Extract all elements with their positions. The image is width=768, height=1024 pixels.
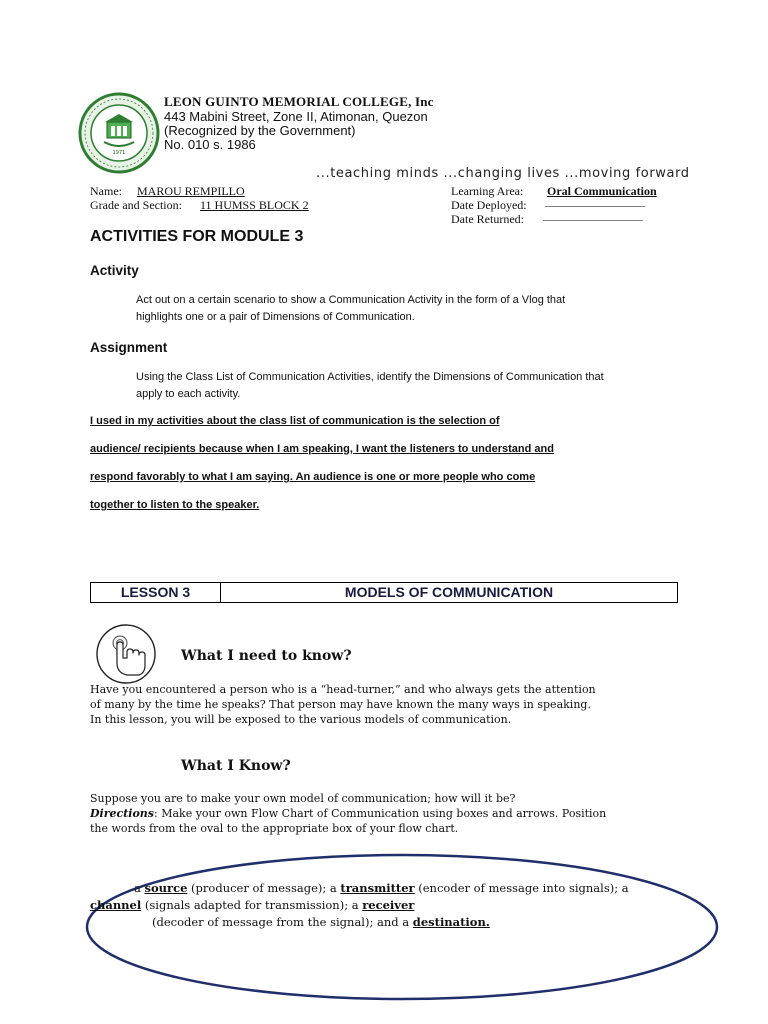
keyword-receiver: receiver (362, 898, 415, 912)
college-seal-logo (78, 92, 160, 174)
keyword-channel: channel (90, 898, 142, 912)
directions-line (90, 806, 606, 821)
date-deployed-value: ____________________ (545, 197, 645, 208)
name-value: MAROU REMPILLO (137, 184, 245, 198)
what-i-know-heading: What I Know? (181, 758, 291, 774)
keyword-source: source (144, 881, 188, 895)
paragraph-line: In this lesson, you will be exposed to the various models of communication. (90, 713, 512, 726)
directions-label: Directions (90, 807, 154, 820)
activity-line: highlights one or a pair of Dimensions of Communication. (136, 311, 415, 323)
paragraph-line: the words from the oval to the appropriate box of your flow chart. (90, 822, 459, 835)
module-title: ACTIVITIES FOR MODULE 3 (90, 228, 304, 245)
assignment-heading: Assignment (90, 340, 168, 355)
oval-text-part: (producer of message); a (187, 881, 341, 895)
paragraph-line: of many by the time he speaks? That person may have known the many ways in speaking. (90, 698, 591, 711)
answer-line: together to listen to the speaker. (90, 499, 260, 511)
oval-text-part: (decoder of message from the signal); and a (152, 915, 413, 929)
grade-value: 11 HUMSS BLOCK 2 (200, 198, 309, 212)
answer-line: I used in my activities about the class list of communication is the selection of (90, 415, 500, 427)
address-line: 443 Mabini Street, Zone II, Atimonan, Quezon (164, 109, 428, 124)
college-motto: ...teaching minds ...changing lives ...moving forward (316, 166, 690, 181)
answer-line: audience/ recipients because when I am speaking, I want the listeners to understand and (90, 443, 554, 455)
oval-text-part: (encoder of message into signals); a (414, 881, 629, 895)
directions-text: : Make your own Flow Chart of Communication using boxes and arrows. Position (154, 807, 607, 820)
date-deployed-label: Date Deployed: (451, 198, 527, 212)
paragraph-line: Have you encountered a person who is a “head-turner,” and who always gets the attention (90, 683, 596, 696)
activity-heading: Activity (90, 263, 139, 278)
touch-hand-icon (95, 623, 157, 685)
svg-text:1971: 1971 (112, 150, 126, 156)
activity-line: Act out on a certain scenario to show a Communication Activity in the form of a Vlog that (136, 294, 566, 306)
word-bank-text (90, 880, 690, 931)
lesson-header-table (90, 582, 678, 603)
assignment-line: Using the Class List of Communication Activities, identify the Dimensions of Communication that (136, 371, 604, 383)
date-returned-value: ____________________ (543, 211, 643, 222)
paragraph-line: Suppose you are to make your own model of communication; how will it be? (90, 792, 516, 805)
learning-area-value: Oral Communication (547, 184, 657, 198)
assignment-line: apply to each activity. (136, 388, 241, 400)
lesson-number: LESSON 3 (91, 583, 221, 602)
college-name: LEON GUINTO MEMORIAL COLLEGE, Inc (164, 94, 434, 109)
keyword-destination: destination. (412, 915, 490, 929)
oval-text-part: (signals adapted for transmission); a (141, 898, 363, 912)
oval-text-part: a (134, 881, 145, 895)
grade-label: Grade and Section: (90, 198, 182, 212)
learning-area-label: Learning Area: (451, 184, 524, 198)
answer-line: respond favorably to what I am saying. An audience is one or more people who come (90, 471, 536, 483)
date-returned-label: Date Returned: (451, 212, 524, 226)
recognition-line: (Recognized by the Government) (164, 123, 356, 138)
lesson-title: MODELS OF COMMUNICATION (344, 584, 554, 600)
name-label: Name: (90, 184, 122, 198)
keyword-transmitter: transmitter (340, 881, 415, 895)
registration-number: No. 010 s. 1986 (164, 137, 256, 152)
what-i-need-heading: What I need to know? (181, 648, 352, 664)
